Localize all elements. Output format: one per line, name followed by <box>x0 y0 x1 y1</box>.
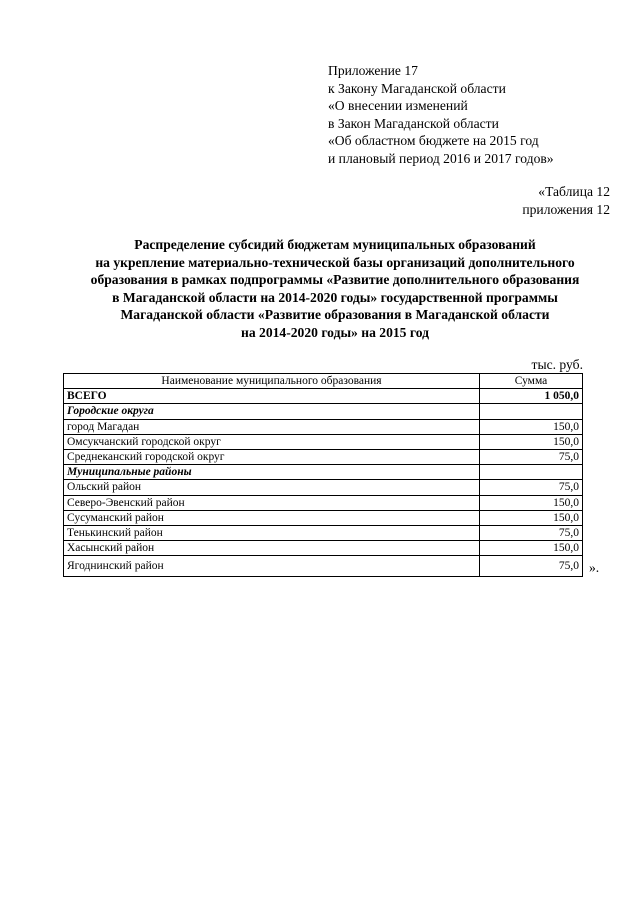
row-name: Ольский район <box>64 480 480 495</box>
table-reference <box>522 183 610 218</box>
table-row <box>64 525 583 540</box>
table-row-group <box>64 465 583 480</box>
row-name: Сусуманский район <box>64 510 480 525</box>
document-title <box>40 236 630 341</box>
row-name: Среднеканский городской округ <box>64 449 480 464</box>
row-name: город Магадан <box>64 419 480 434</box>
units-label: тыс. руб. <box>531 357 583 372</box>
title-line: в Магаданской области на 2014-2020 годы» государственной программы <box>112 289 558 305</box>
row-name: Городские округа <box>64 404 480 419</box>
appendix-line: и плановый период 2016 и 2017 годов» <box>328 150 554 166</box>
row-amount: 150,0 <box>480 495 583 510</box>
table-row <box>64 495 583 510</box>
row-name: Тенькинский район <box>64 525 480 540</box>
row-name: Ягоднинский район <box>64 556 480 577</box>
row-name: ВСЕГО <box>64 389 480 404</box>
table-row <box>64 510 583 525</box>
table-row <box>64 541 583 556</box>
row-amount: 150,0 <box>480 419 583 434</box>
table-row <box>64 449 583 464</box>
appendix-line: Приложение 17 <box>328 63 418 78</box>
closing-quote-mark: ». <box>589 560 600 575</box>
title-line: Распределение субсидий бюджетам муниципальных образований <box>134 237 536 252</box>
table-row <box>64 556 583 577</box>
row-name: Омсукчанский городской округ <box>64 434 480 449</box>
row-name: Муниципальные районы <box>64 465 480 480</box>
row-amount <box>480 465 583 480</box>
table-ref-line: «Таблица 12 <box>538 184 610 199</box>
row-amount: 75,0 <box>480 525 583 540</box>
header-name: Наименование муниципального образования <box>64 374 480 389</box>
row-amount: 150,0 <box>480 510 583 525</box>
header-amount: Сумма <box>480 374 583 389</box>
table-row <box>64 480 583 495</box>
row-amount: 1 050,0 <box>480 389 583 404</box>
row-amount <box>480 404 583 419</box>
table-header-row <box>64 374 583 389</box>
appendix-line: в Закон Магаданской области <box>328 115 499 131</box>
table-row-total <box>64 389 583 404</box>
appendix-line: к Закону Магаданской области <box>328 80 506 96</box>
row-name: Северо-Эвенский район <box>64 495 480 510</box>
row-amount: 150,0 <box>480 434 583 449</box>
row-amount: 75,0 <box>480 556 583 577</box>
title-line: на укрепление материально-технической базы организаций дополнительного <box>95 254 575 270</box>
appendix-line: «Об областном бюджете на 2015 год <box>328 133 539 148</box>
appendix-header <box>328 62 554 167</box>
row-amount: 150,0 <box>480 541 583 556</box>
title-line: на 2014-2020 годы» на 2015 год <box>241 324 429 340</box>
title-line: Магаданской области «Развитие образования в Магаданской области <box>120 307 550 322</box>
appendix-line: «О внесении изменений <box>328 98 468 113</box>
row-amount: 75,0 <box>480 449 583 464</box>
table-ref-line: приложения 12 <box>522 201 610 217</box>
title-line: образования в рамках подпрограммы «Развитие дополнительного образования <box>90 272 580 287</box>
row-amount: 75,0 <box>480 480 583 495</box>
table-row-group <box>64 404 583 419</box>
subsidy-table <box>63 373 583 577</box>
table-row <box>64 434 583 449</box>
row-name: Хасынский район <box>64 541 480 556</box>
table-row <box>64 419 583 434</box>
